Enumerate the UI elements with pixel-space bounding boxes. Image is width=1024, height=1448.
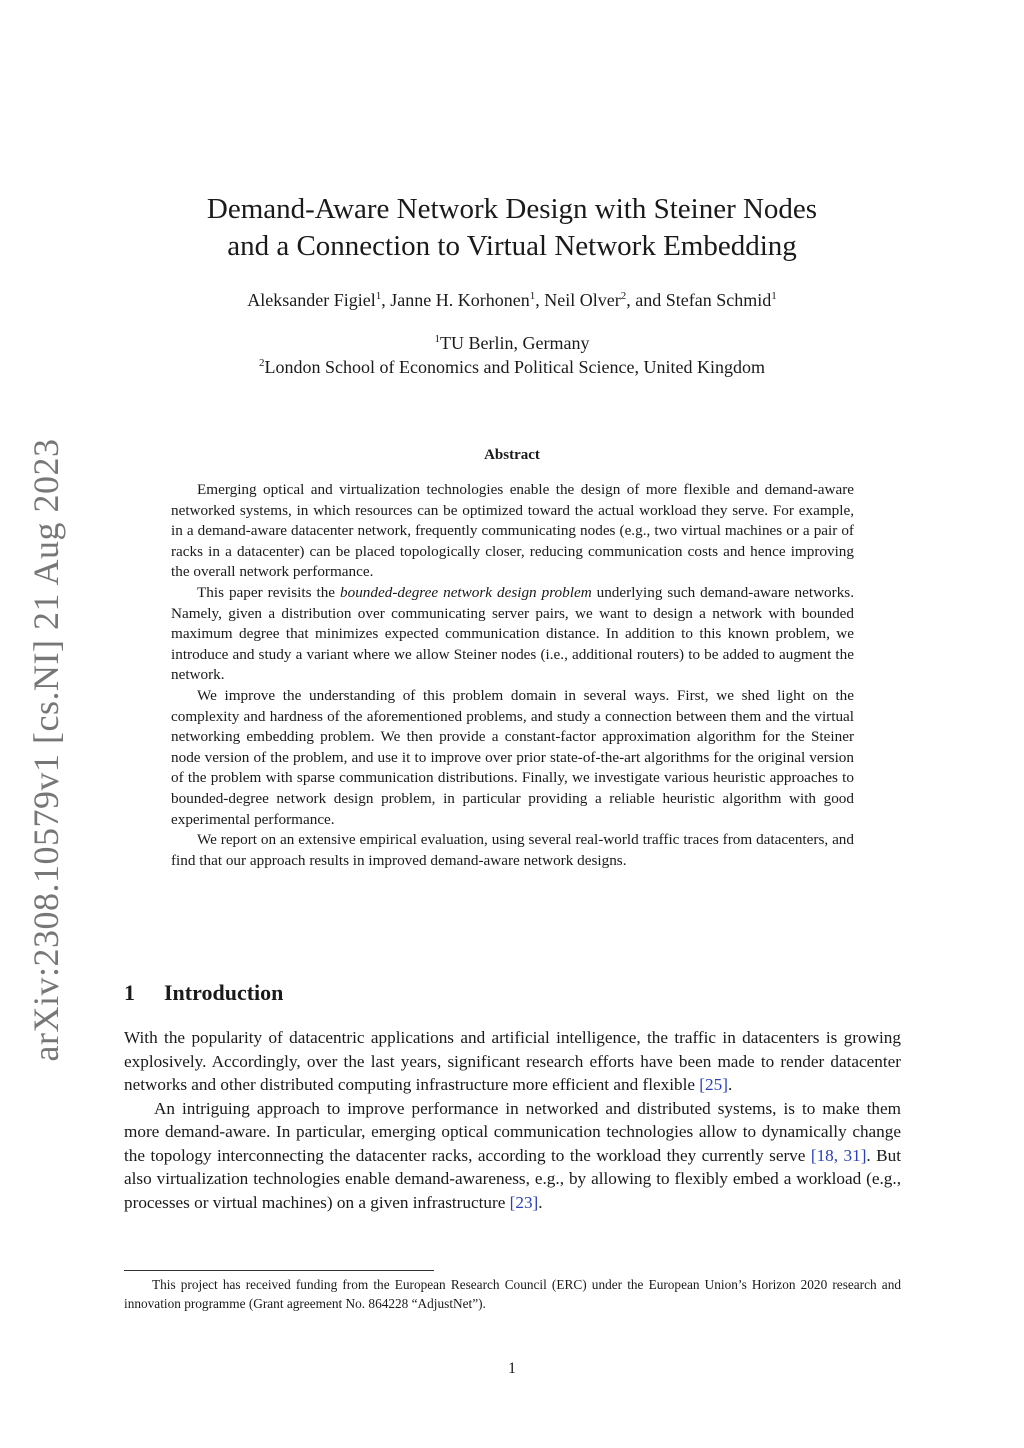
introduction-body (124, 1026, 901, 1214)
intro-text: . (538, 1192, 543, 1212)
intro-text: . (727, 1075, 733, 1094)
affiliation-text: TU Berlin, Germany (440, 333, 590, 353)
title-line-2: and a Connection to Virtual Network Embedding (227, 230, 797, 262)
affiliation-text: London School of Economics and Political Science, United Kingdom (264, 357, 765, 377)
author-affiliation-mark: 2 (620, 290, 627, 302)
author-name: Stefan Schmid (665, 290, 772, 310)
author-affiliation-mark: 1 (529, 290, 536, 302)
author-affiliation-mark: 1 (771, 290, 777, 302)
intro-text: An intriguing approach to improve performance in networked and distributed systems, is to make them more demand-aware. In particular, emerging optical communication technologies allow to dynamically change the topology interconnecting the datacenter racks, according to the workload they currently serve (124, 1098, 901, 1165)
abstract-heading: Abstract (484, 447, 540, 463)
intro-paragraph (124, 1026, 901, 1097)
section-heading (124, 980, 283, 1006)
abstract-body (171, 480, 854, 871)
author-affiliation-mark: 1 (375, 290, 382, 302)
author-list (120, 288, 904, 312)
intro-text: . But also virtualization technologies enable demand-awareness, e.g., by allowing to flexibly embed a workload (e.g., processes or virtual machines) on a given infrastructure (124, 1145, 901, 1212)
citation-link[interactable]: [25] (699, 1075, 728, 1094)
section-title: Introduction (164, 980, 284, 1005)
affiliation (120, 355, 904, 379)
author-separator: , (535, 290, 545, 310)
author-name: Aleksander Figiel (247, 290, 376, 310)
emphasized-term: bounded-degree network design problem (340, 583, 592, 601)
author-name: Janne H. Korhonen (390, 290, 530, 310)
paper-title (150, 191, 874, 265)
section-number: 1 (124, 980, 135, 1005)
abstract-text: This paper revisits the (197, 583, 341, 601)
author-separator: , (381, 290, 391, 310)
footnote-divider (124, 1270, 434, 1271)
arxiv-identifier: arXiv:2308.10579v1 [cs.NI] 21 Aug 2023 (26, 438, 66, 1062)
citation-link[interactable]: [18, 31] (810, 1145, 867, 1165)
intro-text: With the popularity of datacentric applications and artificial intelligence, the traffic in datacenters is growing explosively. Accordingly, over the last years, significant research efforts have been made to render datacenter networks and other distributed computing infrastructure more efficient and flexible (124, 1028, 901, 1094)
abstract-paragraph: We report on an extensive empirical evaluation, using several real-world traffic traces from datacenters, and find that our approach results in improved demand-aware network designs. (171, 831, 854, 869)
abstract-paragraph (171, 583, 854, 686)
author-name: Neil Olver (544, 290, 621, 310)
affiliation (120, 331, 904, 355)
abstract-text: underlying such demand-aware networks. Namely, given a distribution over communicating server pairs, we want to design a network with bounded maximum degree that minimizes expected communication distance. In addition to this known problem, we introduce and study a variant where we allow Steiner nodes (i.e., additional routers) to be added to augment the network. (171, 583, 854, 684)
affiliation-mark: 2 (259, 357, 265, 369)
footnote-text: This project has received funding from the European Research Council (ERC) under the European Union’s Horizon 2020 research and innovation programme (Grant agreement No. 864228 “AdjustNet”). (124, 1277, 901, 1311)
page-number: 1 (508, 1360, 516, 1377)
author-separator: , and (626, 290, 666, 310)
abstract-paragraph: Emerging optical and virtualization technologies enable the design of more flexible and demand-aware networked systems, in which resources can be optimized toward the actual workload they serve. For example, in a demand-aware datacenter network, frequently communicating nodes (e.g., two virtual machines or a pair of racks in a datacenter) can be placed topologically closer, reducing communication costs and hence improving the overall network performance. (171, 481, 854, 581)
footnote (124, 1276, 901, 1313)
intro-paragraph (124, 1097, 901, 1215)
title-line-1: Demand-Aware Network Design with Steiner Nodes (206, 193, 818, 225)
citation-link[interactable]: [23] (509, 1192, 539, 1212)
abstract-paragraph: We improve the understanding of this problem domain in several ways. First, we shed light on the complexity and hardness of the aforementioned problems, and study a connection between them and the virtual networking embedding problem. We then provide a constant-factor approximation algorithm for the Steiner node version of the problem, and use it to improve over prior state-of-the-art algorithms for the original version of the problem with sparse communication distributions. Finally, we investigate various heuristic approaches to bounded-degree network design problem, in particular providing a reliable heuristic algorithm with good experimental performance. (171, 686, 854, 828)
affiliation-mark: 1 (434, 333, 441, 345)
